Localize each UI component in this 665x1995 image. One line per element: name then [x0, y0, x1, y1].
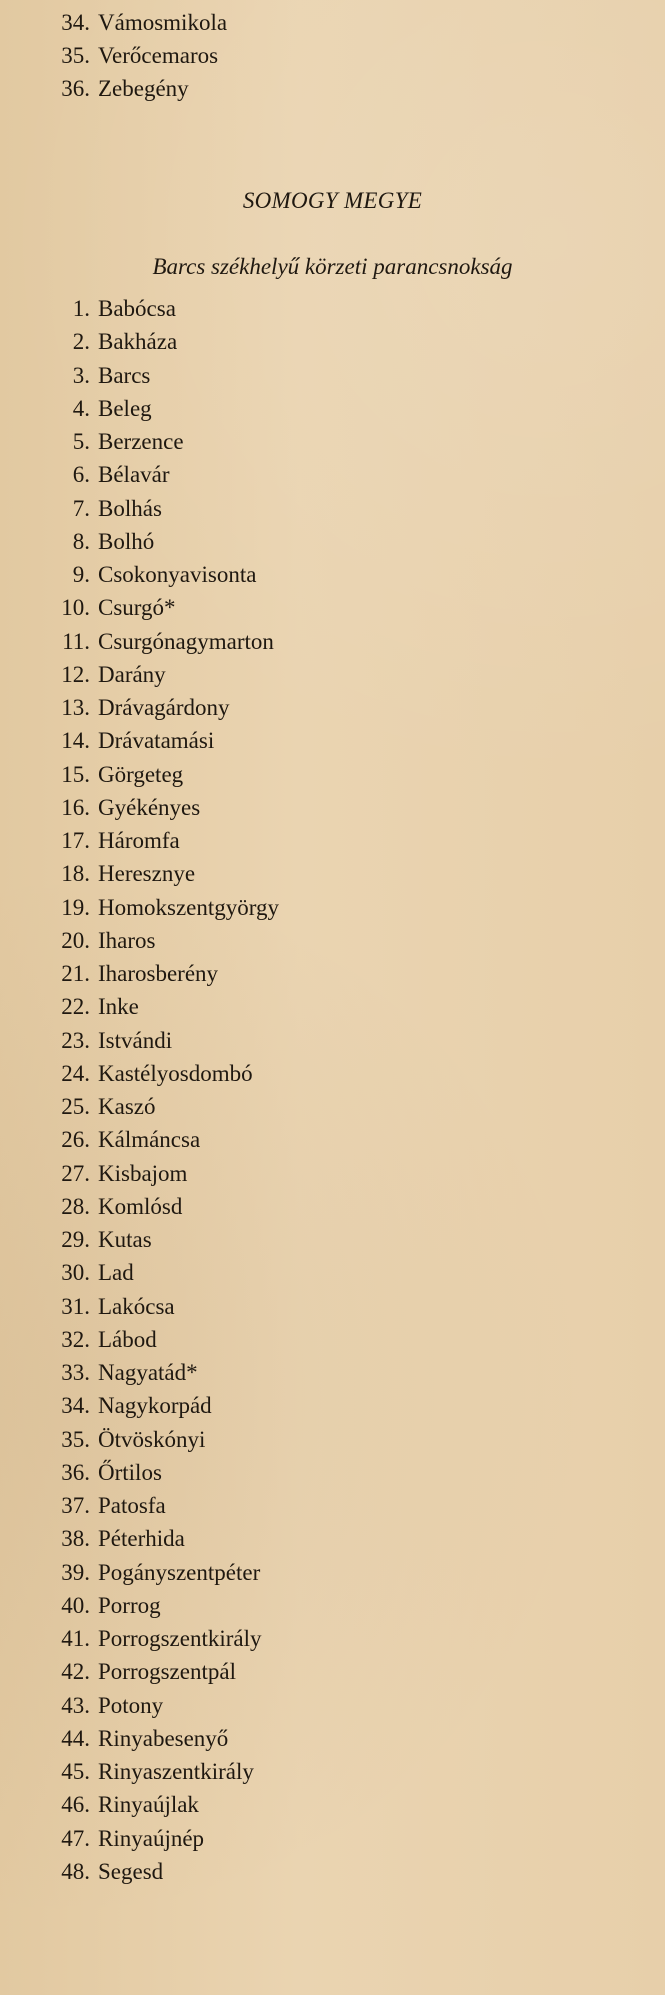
list-item-number: 20. [61, 927, 90, 953]
list-item-number: 24. [61, 1060, 90, 1086]
list-item-number: 7. [72, 495, 90, 521]
list-item-name: Háromfa [98, 828, 180, 853]
list-item-number: 39. [61, 1559, 90, 1585]
list-item-name: Csurgónagymarton [98, 628, 274, 654]
list-item-name: Inke [98, 994, 139, 1020]
list-item-number: 16. [61, 794, 90, 820]
list-item-name: Patosfa [98, 1493, 166, 1518]
list-item-name: Iharos [98, 927, 156, 953]
list-item-name: Drávatamási [98, 728, 215, 754]
list-item-name: Nagyatád* [98, 1360, 198, 1385]
list-item-number: 3. [72, 362, 90, 388]
list-item-name: Porrog [98, 1592, 161, 1618]
list-item-number: 32. [61, 1326, 90, 1352]
list-item-number: 29. [61, 1227, 90, 1252]
list-item-number: 25. [61, 1094, 90, 1119]
county-heading: SOMOGY MEGYE [242, 188, 423, 213]
list-item-name: Csokonyavisonta [98, 562, 257, 587]
list-item-name: Rinyabesenyő [98, 1725, 229, 1751]
list-item-number: 28. [61, 1193, 90, 1219]
list-item-number: 34. [61, 10, 90, 35]
list-item-number: 27. [61, 1160, 90, 1186]
list-item-name: Bolhó [98, 528, 155, 554]
list-item-name: Rinyaszentkirály [98, 1759, 254, 1784]
list-item-number: 21. [61, 961, 90, 986]
list-item-number: 41. [61, 1626, 90, 1651]
list-item-number: 5. [72, 429, 90, 454]
list-item-name: Péterhida [98, 1526, 185, 1552]
list-item-name: Berzence [98, 429, 184, 454]
list-item-name: Kisbajom [98, 1160, 188, 1186]
list-item-name: Iharosberény [98, 961, 219, 986]
list-item-number: 38. [61, 1526, 90, 1552]
list-item-number: 30. [61, 1260, 90, 1286]
list-item-name: Komlósd [98, 1193, 183, 1219]
list-item-number: 36. [61, 76, 90, 101]
list-item-number: 34. [61, 1393, 90, 1419]
list-item-number: 4. [72, 395, 90, 421]
list-item-number: 12. [61, 661, 90, 687]
list-item-number: 19. [61, 894, 90, 920]
list-item-name: Csurgó* [98, 595, 176, 621]
list-item-name: Heresznye [98, 861, 196, 887]
list-item-number: 15. [61, 761, 90, 787]
list-item-number: 33. [61, 1360, 90, 1385]
list-item-name: Verőcemaros [98, 43, 219, 68]
list-item-number: 36. [61, 1459, 90, 1485]
list-item-name: Görgeteg [98, 761, 184, 787]
list-item-number: 9. [72, 562, 90, 587]
list-item-name: Potony [98, 1692, 164, 1718]
list-item-number: 23. [61, 1027, 90, 1053]
list-item-name: Pogányszentpéter [98, 1559, 261, 1585]
list-item-number: 1. [72, 296, 90, 321]
list-item-name: Rinyaújnép [98, 1825, 205, 1851]
list-item-number: 11. [62, 628, 90, 654]
list-item-number: 45. [61, 1759, 90, 1784]
list-item-name: Beleg [98, 395, 152, 421]
list-item-name: Kálmáncsa [98, 1127, 201, 1153]
district-command-heading: Barcs székhelyű körzeti parancsnokság [152, 254, 513, 279]
list-item-name: Babócsa [98, 296, 176, 321]
list-item-name: Homokszentgyörgy [98, 894, 280, 920]
list-item-number: 40. [61, 1592, 90, 1618]
list-item-number: 17. [61, 828, 90, 853]
list-item-name: Nagykorpád [98, 1393, 212, 1419]
list-item-number: 44. [61, 1725, 90, 1751]
list-item-number: 37. [61, 1493, 90, 1518]
list-item-name: Barcs [98, 362, 151, 388]
list-item-number: 46. [61, 1792, 90, 1818]
list-item-name: Ötvöskónyi [98, 1426, 206, 1452]
list-item-name: Lad [98, 1260, 134, 1286]
list-item-name: Kutas [98, 1227, 152, 1252]
list-item-name: Kaszó [98, 1094, 156, 1119]
list-item-name: Kastélyosdombó [98, 1060, 253, 1086]
list-item-number: 2. [72, 329, 90, 355]
list-item-number: 14. [61, 728, 90, 754]
list-item-number: 47. [61, 1825, 90, 1851]
list-item-number: 35. [61, 43, 90, 68]
list-item-name: Zebegény [98, 76, 189, 101]
list-item-number: 18. [61, 861, 90, 887]
list-item-name: Őrtilos [98, 1459, 162, 1485]
list-item-name: Lábod [98, 1326, 157, 1352]
list-item-name: Lakócsa [98, 1293, 175, 1319]
list-item-number: 22. [61, 994, 90, 1020]
list-item-number: 26. [61, 1127, 90, 1153]
list-item-number: 10. [61, 595, 90, 621]
list-item-name: Istvándi [98, 1027, 173, 1053]
list-item-name: Segesd [98, 1858, 164, 1884]
list-item-name: Porrogszentkirály [98, 1626, 262, 1651]
list-item-name: Bélavár [98, 462, 170, 488]
list-item-name: Bolhás [98, 495, 162, 521]
list-item-name: Rinyaújlak [98, 1792, 199, 1818]
list-item-name: Darány [98, 661, 166, 687]
list-item-number: 31. [61, 1293, 90, 1319]
list-item-number: 35. [61, 1426, 90, 1452]
list-item-name: Drávagárdony [98, 695, 230, 720]
list-item-number: 13. [61, 695, 90, 720]
list-item-name: Bakháza [98, 329, 178, 355]
list-item-number: 6. [72, 462, 90, 488]
list-item-number: 8. [72, 528, 90, 554]
list-item-number: 42. [61, 1659, 90, 1685]
list-item-name: Vámosmikola [98, 10, 228, 35]
list-item-name: Porrogszentpál [98, 1659, 236, 1685]
list-item-number: 43. [61, 1692, 90, 1718]
list-item-name: Gyékényes [98, 794, 201, 820]
list-item-number: 48. [61, 1858, 90, 1884]
